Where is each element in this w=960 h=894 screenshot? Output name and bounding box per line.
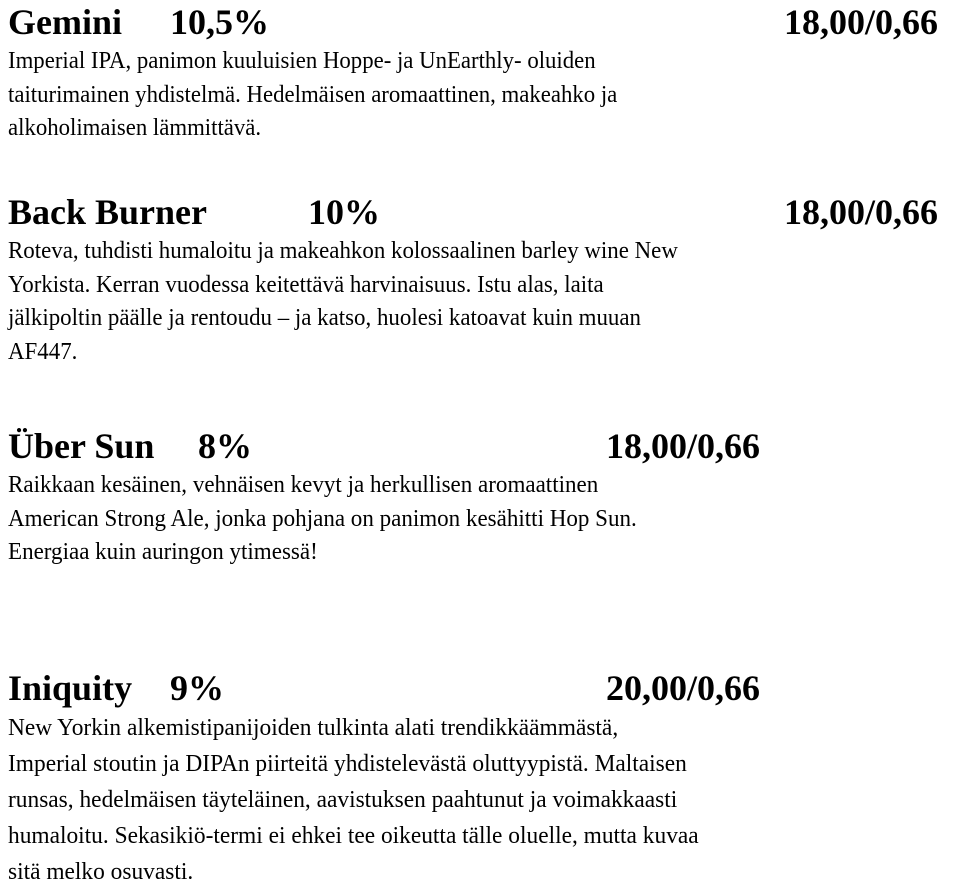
- description-line: Imperial stoutin ja DIPAn piirteitä yhdistelevästä oluttyypistä. Maltaisen: [8, 750, 687, 777]
- description-line: American Strong Ale, jonka pohjana on panimon kesähitti Hop Sun.: [8, 504, 637, 532]
- beer-name: Über Sun: [8, 426, 155, 466]
- description-line: New Yorkin alkemistipanijoiden tulkinta alati trendikkäämmästä,: [8, 714, 619, 741]
- beer-description: [8, 710, 910, 890]
- beer-description: [8, 234, 891, 368]
- beer-price: 18,00/0,66: [606, 426, 761, 466]
- beer-title-line: [8, 666, 952, 710]
- beer-abv: 10,5%: [170, 2, 269, 42]
- description-line: AF447.: [8, 337, 78, 365]
- beer-title-line: [8, 0, 952, 44]
- description-line: taiturimainen yhdistelmä. Hedelmäisen aromaattinen, makeahko ja: [8, 80, 618, 108]
- beer-title-line: [8, 190, 952, 234]
- description-line: jälkipoltin päälle ja rentoudu – ja katso, huolesi katoavat kuin muuan: [8, 304, 641, 331]
- description-line: Energiaa kuin auringon ytimessä!: [8, 538, 318, 565]
- beer-description: [8, 44, 886, 145]
- beer-price: 18,00/0,66: [783, 2, 938, 42]
- beer-title-line: [8, 424, 952, 468]
- description-line: Yorkista. Kerran vuodessa keitettävä harvinaisuus. Istu alas, laita: [8, 270, 604, 298]
- beer-name: Iniquity: [8, 668, 133, 708]
- beer-price: 18,00/0,66: [783, 192, 938, 232]
- description-line: Roteva, tuhdisti humaloitu ja makeahkon kolossaalinen barley wine New: [8, 237, 678, 264]
- description-line: alkoholimaisen lämmittävä.: [8, 114, 262, 141]
- beer-abv: 10%: [308, 192, 380, 232]
- description-line: sitä melko osuvasti.: [8, 858, 194, 885]
- beer-entry-uber-sun: [8, 424, 952, 569]
- description-line: Raikkaan kesäinen, vehnäisen kevyt ja herkullisen aromaattinen: [8, 471, 599, 498]
- beer-name: Back Burner: [8, 192, 208, 232]
- beer-name: Gemini: [8, 2, 122, 42]
- beer-entry-iniquity: [8, 666, 952, 890]
- beer-entry-gemini: [8, 0, 952, 145]
- description-line: runsas, hedelmäisen täyteläinen, aavistuksen paahtunut ja voimakkaasti: [8, 786, 678, 813]
- beer-price: 20,00/0,66: [606, 668, 761, 708]
- beer-entry-back-burner: [8, 190, 952, 368]
- beer-abv: 8%: [198, 426, 252, 466]
- description-line: humaloitu. Sekasikiö-termi ei ehkei tee oikeutta tälle oluelle, mutta kuvaa: [8, 822, 699, 849]
- beer-description: [8, 468, 895, 569]
- description-line: Imperial IPA, panimon kuuluisien Hoppe- ja UnEarthly- oluiden: [8, 47, 596, 74]
- beer-abv: 9%: [170, 668, 224, 708]
